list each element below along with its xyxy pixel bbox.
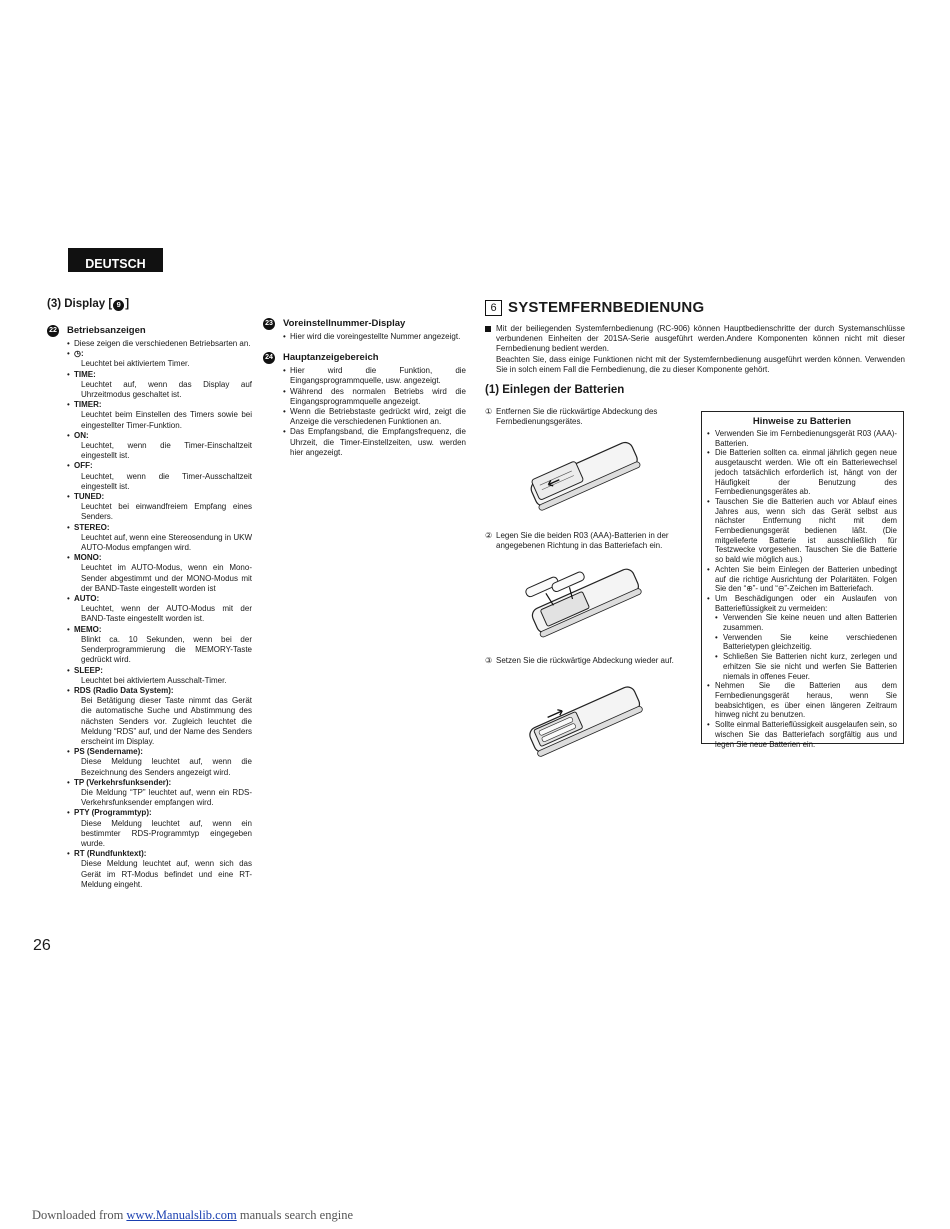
indicator-list [47,339,252,890]
note-sub-item: • Verwenden Sie keine verschiedenen Batterietypen gleichzeitig. [715,633,897,652]
indicator-item [67,686,252,747]
indicator-description: Diese Meldung leuchtet auf, wenn ein bestimmter RDS-Programmtyp eingegeben wurde. [81,818,252,848]
battery-notes-list [707,429,897,749]
system-remote-intro [485,324,905,375]
indicator-description: Diese Meldung leuchtet auf, wenn die Bezeichnung des Senders angezeigt wird. [81,757,252,777]
note-sub-list [715,613,897,681]
section-22-heading [47,325,252,337]
page-number: 26 [33,937,51,954]
indicator-term: • RDS (Radio Data System): [74,685,174,695]
indicator-term: • PS (Sendername): [74,747,143,757]
display-heading-close: ] [125,298,130,310]
indicator-term: • TUNED: [74,492,105,502]
indicator-item [67,492,252,523]
display-heading [47,297,252,311]
step-1 [485,407,680,427]
intro-paragraph-1: Mit der beiliegenden Systemfernbedienung (RC-906) können Hauptbedienschritte der durch Systemanschlüsse verbundenen Einheiten der 201SA-Serie ausgeführt werden.Andere Komponenten können nicht mit dieser Fernbedienung bedient werden. [496,324,905,354]
indicator-description: Leuchtet, wenn die Timer-Ausschaltzeit eingestellt ist. [81,471,252,491]
section-24-heading [263,352,466,364]
section-23-heading [263,318,466,330]
indicator-description: Die Meldung “TP” leuchtet auf, wenn ein RDS-Verkehrsfunksender empfangen wird. [81,787,252,808]
indicator-item [67,349,252,369]
indicator-description: Leuchtet beim Einstellen des Timers sowie bei eingestellter Timer-Funktion. [81,410,252,430]
indicator-description: Leuchtet auf, wenn das Display auf Uhrzeitmodus geschaltet ist. [81,379,252,400]
indicator-item [67,594,252,625]
section-23-number: 23 [263,318,275,330]
manualslib-link[interactable]: www.Manualslib.com [126,1208,237,1222]
indicator-term: • STEREO: [74,522,110,532]
indicator-item [67,625,252,666]
battery-notes-title: Hinweise zu Batterien [752,416,852,427]
system-remote-title: SYSTEMFERNBEDIENUNG [508,299,705,316]
indicator-item [67,431,252,462]
main-display-list [263,366,466,458]
indicator-description: Bei Betätigung dieser Taste nimmt das Gerät die automatische Suche und Abstimmung des nächsten Senders vor. Zugleich leuchtet die Meldung “RDS” auf, und der Name des Senders erscheint im Display. [81,696,252,746]
section-22-number: 22 [47,325,59,337]
indicator-item [67,849,252,890]
remote-cover-removed-illustration [520,436,650,516]
indicator-description: Leuchtet, wenn die Timer-Einschaltzeit eingestellt ist. [81,441,252,461]
section-number-box: 6 [485,300,502,316]
indicator-item [67,747,252,778]
indicator-description: Leuchtet bei einwandfreiem Empfang eines Senders. [81,502,252,522]
footer-suffix: manuals search engine [236,1208,353,1222]
remote-battery-insert-illustration [520,558,650,640]
indicator-item [67,666,252,686]
step-2-marker: ② [485,531,493,540]
indicator-term: • TP (Verkehrsfunksender): [74,777,172,787]
section-24-number: 24 [263,352,275,364]
note-item: • Achten Sie beim Einlegen der Batterien unbedingt auf die richtige Ausrichtung der Polaritäten. Folgen Sie den “⊕”- und “⊖”-Zeichen im Batteriefach. [707,565,897,594]
indicator-term: • ◷: [74,349,84,359]
indicator-term: • TIMER: [74,400,102,410]
indicator-item [67,553,252,594]
step-1-marker: ① [485,407,493,416]
indicator-item [67,461,252,492]
download-footer [32,1208,353,1223]
indicator-item [67,400,252,431]
indicator-term: • ON: [74,430,89,440]
list-item: • Wenn die Betriebstaste gedrückt wird, zeigt die Anzeige die verschiedenen Funktionen an. [283,407,466,427]
list-item: • Hier wird die voreingestellte Nummer angezeigt. [283,332,466,342]
footer-prefix: Downloaded from [32,1208,127,1222]
list-item: • Das Empfangsband, die Empfangsfrequenz, die Uhrzeit, die Timer-Einstellzeiten, usw. werden hier angezeigt. [283,427,466,458]
intro-paragraph-2: Beachten Sie, dass einige Funktionen nicht mit der Systemfernbedienung ausgeführt werden können. Verwenden Sie in solch einem Fall die Fernbedienung, die zu dieser Komponente gehört. [496,354,905,374]
preset-list [263,332,466,342]
square-bullet-icon [485,326,491,332]
indicator-term: • MONO: [74,553,102,563]
left-column [47,297,252,890]
note-item: • Tauschen Sie die Batterien auch vor Ablauf eines Jahres aus, wenn sich das Gerät selbst aus nächster Entfernung nicht mit dem Fernbedienungsgerät bedienen läßt. (Die mitgelieferte Batterie ist ausschließlich für Testzwecke vorgesehen. Tauschen Sie die Batterie so bald wie möglich aus.) [707,497,897,565]
indicator-description: Leuchtet, wenn der AUTO-Modus mit der BAND-Taste eingestellt worden ist. [81,604,252,624]
indicator-description: Leuchtet bei aktiviertem Timer. [81,359,190,369]
indicator-item [67,778,252,809]
section-22-title: Betriebsanzeigen [67,325,146,336]
note-item: • Sollte einmal Batterieflüssigkeit ausgelaufen sein, so wischen Sie das Batteriefach sorgfältig aus und legen Sie neue Batterien ein. [707,720,897,749]
indicator-description: Leuchtet auf, wenn eine Stereosendung in UKW AUTO-Modus empfangen wird. [81,532,252,553]
indicator-term: • SLEEP: [74,665,103,675]
step-1-text: Entfernen Sie die rückwärtige Abdeckung des Fernbedienungsgerätes. [496,407,658,427]
note-item: • Um Beschädigungen oder ein Auslaufen von Batterieflüssigkeit zu vermeiden: [707,594,897,613]
section-24-title: Hauptanzeigebereich [283,352,379,364]
indicator-description: Leuchtet im AUTO-Modus, wenn ein Mono-Sender abgestimmt und der MONO-Modus mit der BAND-Taste eingestellt worden ist [81,563,252,593]
display-heading-text: (3) Display [ [47,298,113,310]
note-item: • Die Batterien sollten ca. einmal jährlich gegen neue ausgetauscht werden. Wie oft ein Batteriewechsel jedoch tatsächlich erforderlich ist, hängt von der Häufigkeit der Benutzung des Fernbedienungsgerätes ab. [707,448,897,497]
list-item: • Während des normalen Betriebs wird die Eingangsprogrammquelle angezeigt. [283,387,466,407]
note-item: • Verwenden Sie im Fernbedienungsgerät R03 (AAA)-Batterien. [707,429,897,448]
indicator-description: Leuchtet bei aktiviertem Ausschalt-Timer. [81,675,227,685]
step-3-text: Setzen Sie die rückwärtige Abdeckung wieder auf. [496,656,674,665]
indicator-term: • RT (Rundfunktext): [74,849,147,859]
step-3 [485,656,680,666]
middle-column [263,318,466,458]
display-number-badge: 9 [113,300,124,311]
language-tab: DEUTSCH [68,248,163,272]
list-item: • Hier wird die Funktion, die Eingangsprogrammquelle, usw. angezeigt. [283,366,466,386]
note-item: • Nehmen Sie die Batterien aus dem Fernbedienungsgerät heraus, wenn Sie beabsichtigen, es über einen längeren Zeitraum hinweg nicht zu benutzen. [707,681,897,720]
indicator-description: Blinkt ca. 10 Sekunden, wenn bei der Senderprogrammierung die MEMORY-Taste gedrückt wird. [81,634,252,665]
indicator-term: • PTY (Programmtyp): [74,808,152,818]
note-sub-group [707,613,897,681]
note-sub-item: • Schließen Sie Batterien nicht kurz, zerlegen und erhitzen Sie sie nicht und werfen Sie Batterien niemals in offenes Feuer. [715,652,897,681]
battery-notes-box [701,411,904,749]
indicator-intro: Diese zeigen die verschiedenen Betriebsarten an. [74,339,251,348]
indicator-item [67,808,252,849]
indicator-description: Diese Meldung leuchtet auf, wenn sich das Gerät im RT-Modus befindet und eine RT-Meldung eingeht. [81,859,252,889]
indicator-item [67,523,252,554]
battery-insert-heading: (1) Einlegen der Batterien [485,384,625,396]
indicator-term: • AUTO: [74,594,100,604]
indicator-item [67,370,252,401]
note-sub-item: • Verwenden Sie keine neuen und alten Batterien zusammen. [715,613,897,632]
step-2-text: Legen Sie die beiden R03 (AAA)-Batterien in der angegebenen Richtung in das Batteriefach ein. [496,531,669,551]
indicator-term: • MEMO: [74,624,102,634]
list-item [67,339,252,349]
system-remote-heading [485,299,704,316]
step-3-marker: ③ [485,656,493,665]
step-2 [485,531,680,551]
indicator-term: • OFF: [74,461,93,471]
indicator-term: • TIME: [74,369,96,379]
section-23-title: Voreinstellnummer-Display [283,318,406,329]
remote-cover-replace-illustration [516,680,656,760]
